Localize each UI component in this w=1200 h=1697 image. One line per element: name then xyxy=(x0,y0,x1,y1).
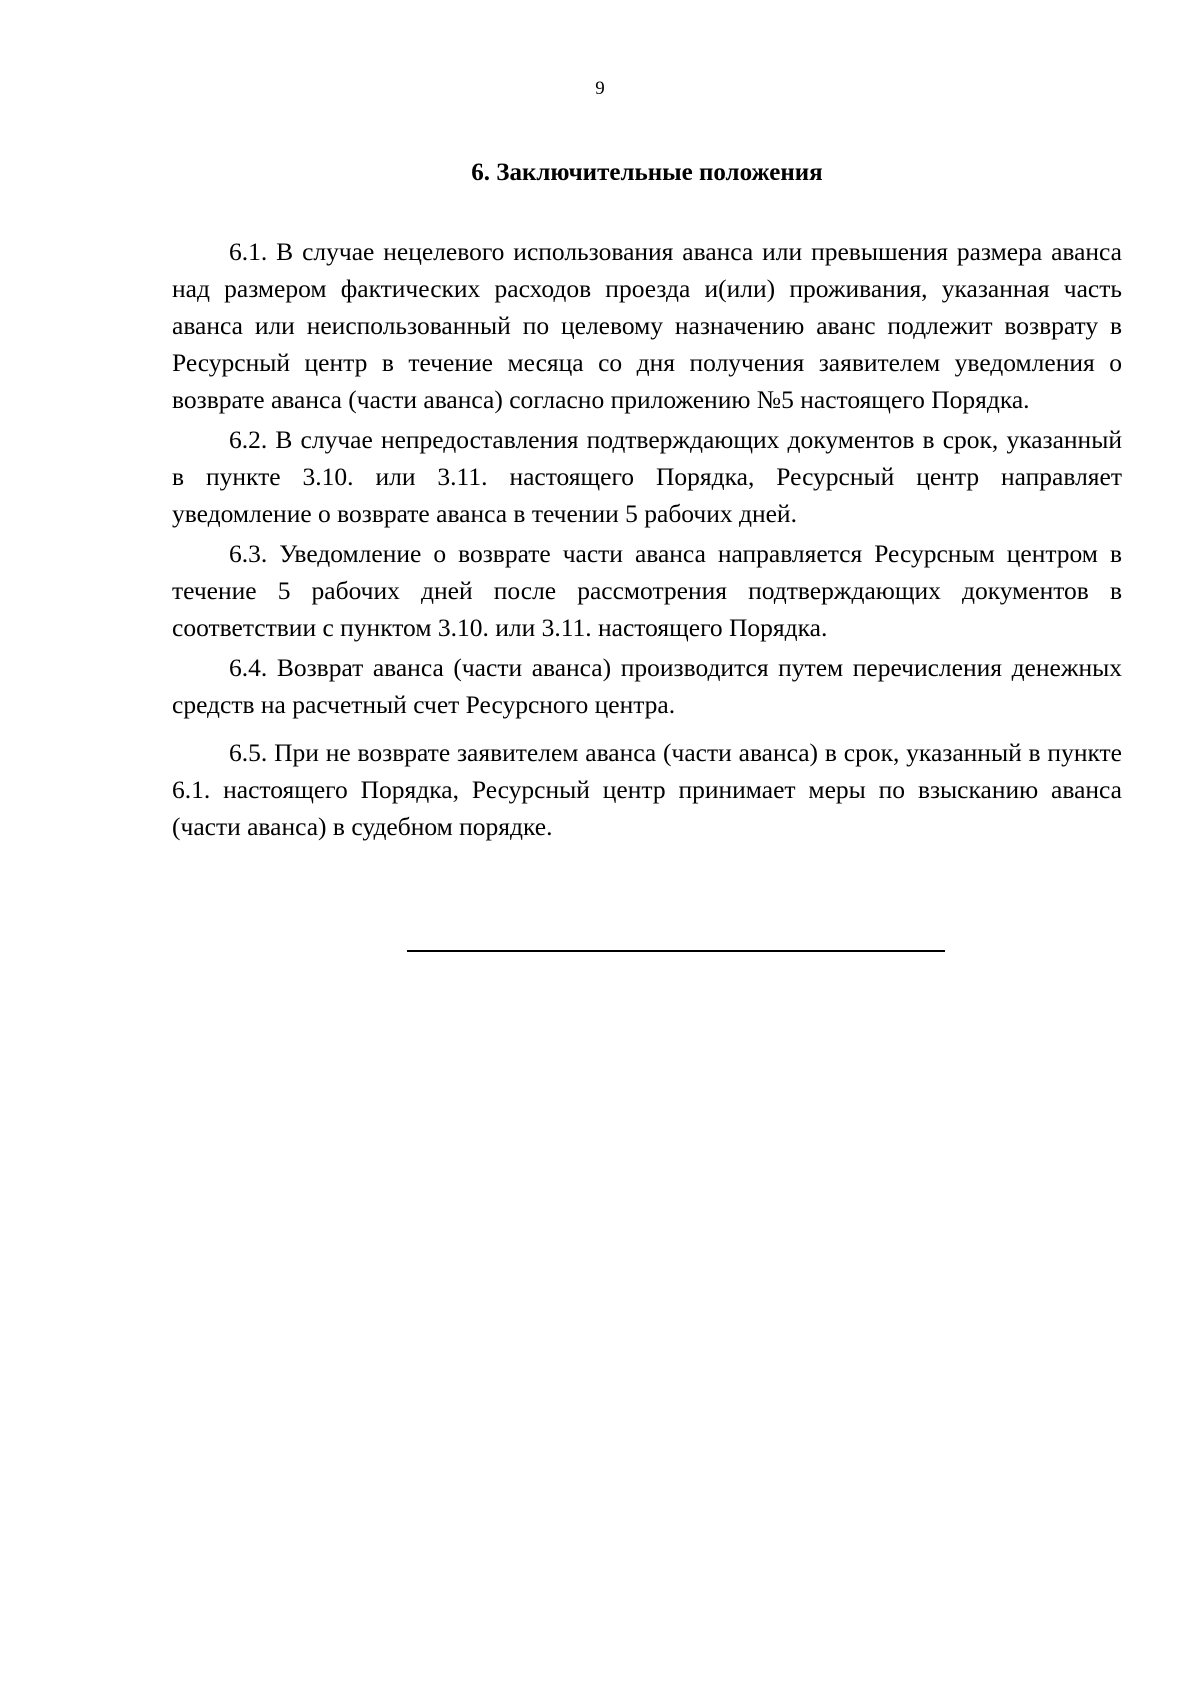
section-body xyxy=(172,233,1122,845)
paragraph-6-3: 6.3. Уведомление о возврате части аванса направляется Ресурсным центром в течение 5 рабочих дней после рассмотрения подтверждающих документов в соответствии с пунктом 3.10. или 3.11. настоящего Порядка. xyxy=(172,539,1122,642)
paragraph-6-4: 6.4. Возврат аванса (части аванса) производится путем перечисления денежных средств на расчетный счет Ресурсного центра. xyxy=(172,653,1122,719)
closing-divider-line xyxy=(407,950,945,952)
section-title: 6. Заключительные положения xyxy=(471,159,823,186)
paragraph-6-2: 6.2. В случае непредоставления подтверждающих документов в срок, указанный в пункте 3.10. или 3.11. настоящего Порядка, Ресурсный центр направляет уведомление о возврате аванса в течении 5 рабочих дней. xyxy=(172,425,1122,528)
paragraph-6-5: 6.5. При не возврате заявителем аванса (части аванса) в срок, указанный в пункте 6.1. настоящего Порядка, Ресурсный центр принимает меры по взысканию аванса (части аванса) в судебном порядке. xyxy=(172,738,1122,841)
page-number: 9 xyxy=(595,78,605,99)
paragraph-6-1: 6.1. В случае нецелевого использования аванса или превышения размера аванса над размером фактических расходов проезда и(или) проживания, указанная часть аванса или неиспользованный по целевому назначению аванс подлежит возврату в Ресурсный центр в течение месяца со дня получения заявителем уведомления о возврате аванса (части аванса) согласно приложению №5 настоящего Порядка. xyxy=(172,237,1122,414)
